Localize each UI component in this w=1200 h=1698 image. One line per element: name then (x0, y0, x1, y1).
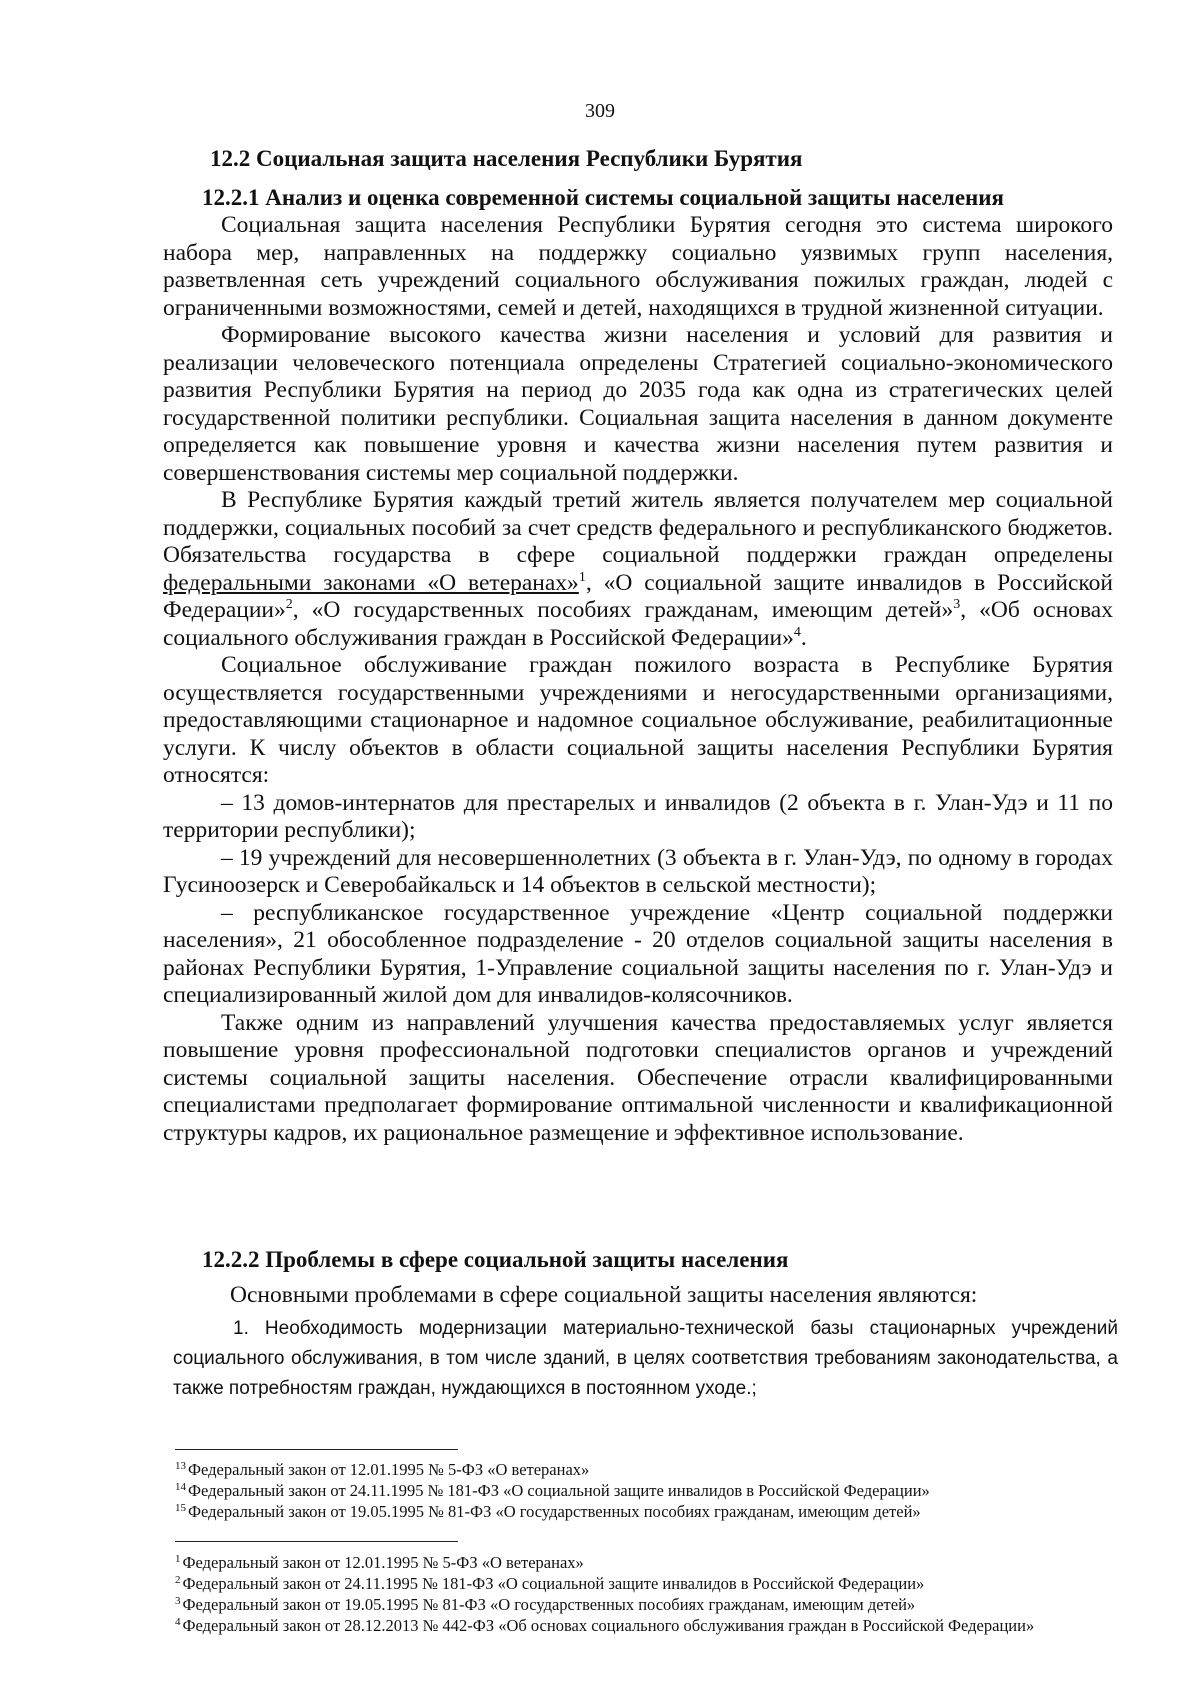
footnote: $^{14}$ Федеральный закон от 24.11.1995 № 181-ФЗ «О социальной защите инвалидов в Российской Федерации» (175, 1480, 930, 1500)
footnote-separator (175, 1449, 458, 1450)
subsection-title-2: 12.2.2 Проблемы в сфере социальной защиты населения (202, 1247, 789, 1272)
footnote-ref-3[interactable]: 3 (953, 597, 961, 613)
list-item: – 13 домов-интернатов для престарелых и инвалидов (2 объекта в г. Улан-Удэ и 11 по территории республики); (163, 789, 1113, 843)
paragraph-4: Социальное обслуживание граждан пожилого возраста в Республике Бурятия осуществляется государственными учреждениями и негосударственными организациями, предоставляющими стационарное и надомное социальное обслуживание, реабилитационные услуги. К числу объектов в области социальной защиты населения Республики Бурятия относятся: (163, 652, 1113, 788)
footnote: $^{15}$ Федеральный закон от 19.05.1995 № 81-ФЗ «О государственных пособиях гражданам, имеющим детей» (175, 1501, 921, 1521)
laws-link[interactable]: федеральными законами «О ветеранах» (163, 569, 579, 596)
footnote: $^2$ Федеральный закон от 24.11.1995 № 181-ФЗ «О социальной защите инвалидов в Российской Федерации» (175, 1573, 925, 1593)
footnote: $^4$ Федеральный закон от 28.12.2013 № 442-ФЗ «Об основах социального обслуживания граждан в Российской Федерации» (175, 1615, 1035, 1635)
body-text (163, 212, 1113, 1147)
subsection-title-1: 12.2.1 Анализ и оценка современной системы социальной защиты населения (202, 185, 1004, 210)
footnote-ref-2[interactable]: 2 (285, 597, 293, 613)
footnote: $^1$ Федеральный закон от 12.01.1995 № 5-ФЗ «О ветеранах» (175, 1552, 584, 1572)
paragraph-2: Формирование высокого качества жизни населения и условий для развития и реализации человеческого потенциала определены Стратегией социально-экономического развития Республики Бурятия на период до 2035 года как одна из стратегических целей государственной политики республики. Социальная защита населения в данном документе определяется как повышение уровня и качества жизни населения путем развития и совершенствования системы мер социальной поддержки. (163, 322, 1113, 486)
page-number: 309 (585, 100, 615, 122)
footnote: $^{13}$ Федеральный закон от 12.01.1995 № 5-ФЗ «О ветеранах» (175, 1459, 590, 1479)
problem-item-1: 1. Необходимость модернизации материально-технической базы стационарных учреждений социального обслуживания, в том числе зданий, в целях соответствия требованиям законодательства, а также потребностям граждан, нуждающихся в постоянном уходе.; (173, 1318, 1118, 1399)
list-item: – 19 учреждений для несовершеннолетних (3 объекта в г. Улан-Удэ, по одному в городах Гусиноозерск и Северобайкальск и 14 объектов в сельской местности); (163, 844, 1113, 898)
footnotes-block-b (175, 1552, 1125, 1636)
problems-intro: Основными проблемами в сфере социальной защиты населения являются: (230, 1282, 978, 1308)
list-item: – республиканское государственное учреждение «Центр социальной поддержки населения», 21 обособленное подразделение - 20 отделов социальной защиты населения в районах Республики Бурятия, 1-Управление социальной защиты населения по г. Улан-Удэ и специализированный жилой дом для инвалидов-колясочников. (163, 899, 1113, 1008)
footnote-ref-4[interactable]: 4 (793, 624, 801, 640)
footnote: $^3$ Федеральный закон от 19.05.1995 № 81-ФЗ «О государственных пособиях гражданам, имеющим детей» (175, 1594, 916, 1614)
paragraph-1: Социальная защита населения Республики Бурятия сегодня это система широкого набора мер, направленных на поддержку социально уязвимых групп населения, разветвленная сеть учреждений социального обслуживания пожилых граждан, людей с ограниченными возможностями, семей и детей, находящихся в трудной жизненной ситуации. (163, 212, 1113, 321)
footnote-ref-1[interactable]: 1 (578, 569, 586, 585)
paragraph-3: В Республике Бурятия каждый третий житель является получателем мер социальной поддержки, социальных пособий за счет средств федерального и республиканского бюджетов. Обязательства государства в сфере социальной поддержки граждан определены федеральными законами «О ветеранах»$^1$, «О социальной защите инвалидов в Российской Федерации»$^2$, «О государственных пособиях гражданам, имеющим детей»$^3$, «Об основах социального обслуживания граждан в Российской Федерации»$^4$. (163, 487, 1113, 651)
footnotes-block-a (175, 1459, 1125, 1522)
problem-list (173, 1314, 1118, 1404)
footnote-separator (175, 1541, 458, 1542)
paragraph-5: Также одним из направлений улучшения качества предоставляемых услуг является повышение уровня профессиональной подготовки специалистов органов и учреждений системы социальной защиты населения. Обеспечение отрасли квалифицированными специалистами предполагает формирование оптимальной численности и квалификационной структуры кадров, их рациональное размещение и эффективное использование. (163, 1009, 1113, 1146)
section-title: 12.2 Социальная защита населения Республики Бурятия (210, 146, 803, 171)
